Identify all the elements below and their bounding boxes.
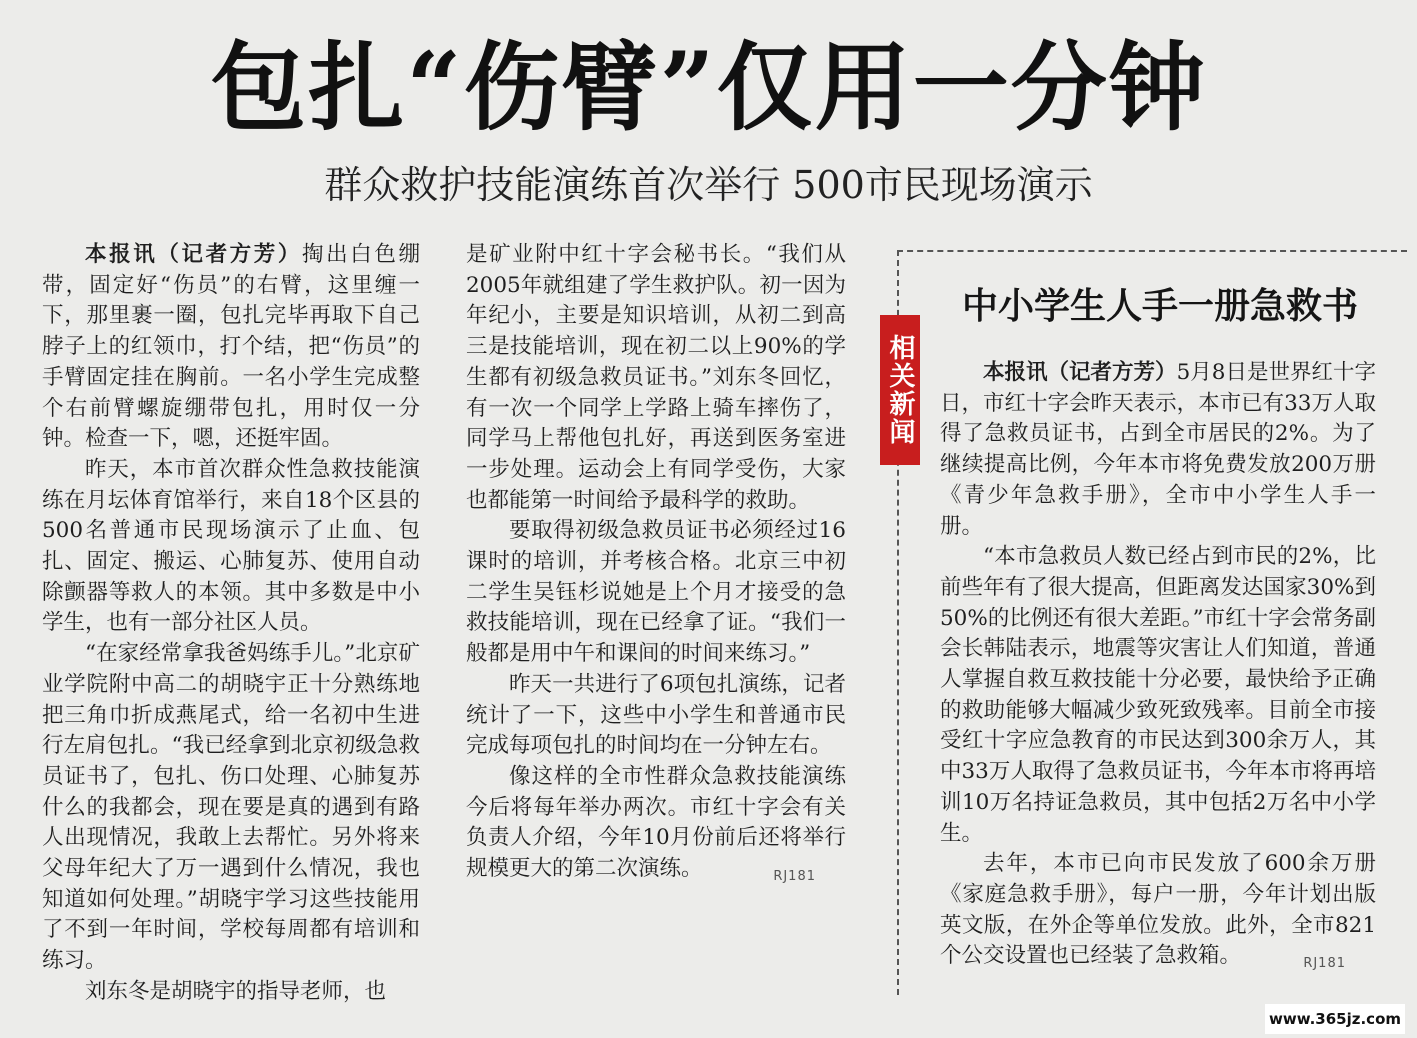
article-paragraph: 是矿业附中红十字会秘书长。“我们从2005年就组建了学生救护队。初一因为年纪小，主要是知识培训，从初二到高三是技能培训，现在初二以上90%的学生都有初级急救员证书。”刘东冬回忆，有一次一个同学上学路上骑车摔伤了，同学马上帮他包扎好，再送到医务室进一步处理。运动会上有同学受伤，大家也都能第一时间给予最科学的救助。 — [466, 242, 846, 513]
subheadline: 群众救护技能演练首次举行 500市民现场演示 — [324, 163, 1093, 207]
byline: 本报讯（记者方芳） — [983, 360, 1177, 385]
article-paragraph: 昨天一共进行了6项包扎演练，记者统计了一下，这些中小学生和普通市民完成每项包扎的时间均在一分钟左右。 — [466, 671, 846, 759]
byline: 本报讯（记者方芳） — [85, 242, 303, 267]
related-news-title: 中小学生人手一册急救书 — [961, 285, 1358, 327]
article-paragraph: 去年，本市已向市民发放了600余万册《家庭急救手册》，每户一册，今年计划出版英文版，在外企等单位发放。此外，全市821个公交设置也已经装了急救箱。 RJ181 — [940, 849, 1376, 972]
article-paragraph: “本市急救员人数已经占到市民的2%，比前些年有了很大提高，但距离发达国家30%到50%的比例还有很大差距。”市红十字会常务副会长韩陆表示，地震等灾害让人们知道，普通人掌握自救互救技能十分必要，最快给予正确的救助能够大幅减少致死致残率。目前全市接受红十字应急教育的市民达到300余万人，其中33万人取得了急救员证书，今年本市将再培训10万名持证急救员，其中包括2万名中小学生。 — [940, 544, 1376, 846]
watermark-url: www.365jz.com — [1265, 1004, 1405, 1034]
related-news-body — [940, 358, 1376, 1008]
article-paragraph: “在家经常拿我爸妈练手儿。”北京矿业学院附中高二的胡晓宇正十分熟练地把三角巾折成燕尾式，给一名初中生进行左肩包扎。“我已经拿到北京初级急救员证书了，包扎、伤口处理、心肺复苏什么的我都会，现在要是真的遇到有路人出现情况，我敢上去帮忙。另外将来父母年纪大了万一遇到什么情况，我也知道如何处理。”胡晓宇学习这些技能用了不到一年时间，学校每周都有培训和练习。 — [42, 641, 420, 974]
article-paragraph: 像这样的全市性群众急救技能演练今后将每年举办两次。市红十字会有关负责人介绍，今年10月份前后还将举行规模更大的第二次演练。 RJ181 — [466, 762, 846, 885]
article-signature: RJ181 — [1303, 956, 1346, 972]
headline: 包扎“伤臂”仅用一分钟 — [210, 31, 1207, 144]
related-news-tag: 相关新闻 — [880, 315, 920, 465]
article-column-2 — [466, 240, 846, 1020]
article-column-1 — [42, 240, 420, 1020]
article-paragraph: 本报讯（记者方芳）5月8日是世界红十字日，市红十字会昨天表示，本市已有33万人取得了急救员证书，占到全市居民的2%。为了继续提高比例，今年本市将免费发放200万册《青少年急救手册》，全市中小学生人手一册。 — [940, 360, 1376, 539]
article-paragraph: 要取得初级急救员证书必须经过16课时的培训，并考核合格。北京三中初二学生吴钰杉说她是上个月才接受的急救技能培训，现在已经拿了证。“我们一般都是用中午和课间的时间来练习。” — [466, 518, 846, 667]
article-paragraph: 刘东冬是胡晓宇的指导老师，也 — [85, 978, 387, 1004]
article-paragraph: 本报讯（记者方芳）掏出白色绷带，固定好“伤员”的右臂，这里缠一下，那里裹一圈，包扎完毕再取下自己脖子上的红领巾，打个结，把“伤员”的手臂固定挂在胸前。一名小学生完成整个右前臂螺旋绷带包扎，用时仅一分钟。检查一下，嗯，还挺牢固。 — [42, 242, 420, 452]
article-paragraph: 昨天，本市首次群众性急救技能演练在月坛体育馆举行，来自18个区县的500名普通市民现场演示了止血、包扎、固定、搬运、心肺复苏、使用自动除颤器等救人的本领。其中多数是中小学生，也有一部分社区人员。 — [42, 456, 420, 636]
article-signature: RJ181 — [773, 869, 816, 885]
